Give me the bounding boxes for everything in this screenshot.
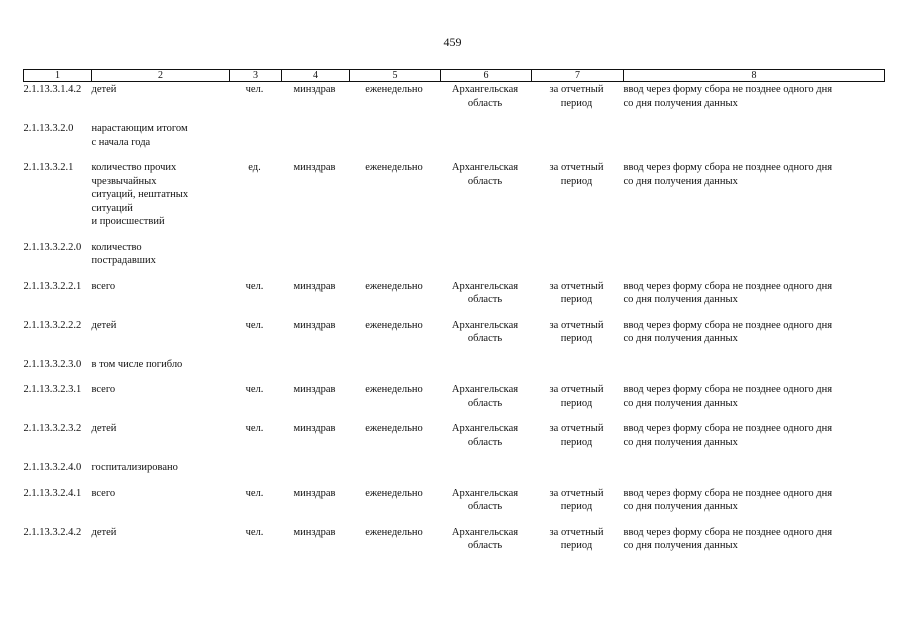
row-method: [624, 358, 885, 384]
row-code: 2.1.13.3.2.4.2: [23, 526, 82, 538]
row-region: [441, 461, 532, 487]
row-unit: [230, 358, 282, 384]
table-row: [24, 526, 885, 565]
row-method: ввод через форму сбора не позднее одного дня со дня получения данных: [623, 423, 833, 448]
row-method: ввод через форму сбора не позднее одного дня со дня получения данных: [623, 384, 833, 409]
row-method: ввод через форму сбора не позднее одного дня со дня получения данных: [623, 84, 833, 109]
row-period: за отчетный период: [549, 84, 604, 109]
row-method: ввод через форму сбора не позднее одного дня со дня получения данных: [623, 526, 833, 551]
column-header: 1: [24, 70, 92, 82]
row-unit: чел.: [245, 84, 264, 95]
row-unit: [230, 461, 282, 487]
row-indicator-name: детей: [91, 84, 117, 95]
table-row: [24, 461, 885, 487]
row-period: [532, 358, 624, 384]
row-source: минздрав: [293, 319, 336, 331]
row-source: минздрав: [293, 162, 336, 173]
row-frequency: еженедельно: [365, 487, 423, 499]
row-period: [532, 461, 624, 487]
row-method: ввод через форму сбора не позднее одного дня со дня получения данных: [623, 162, 833, 187]
row-period: за отчетный период: [549, 319, 604, 344]
table-row: [24, 383, 885, 422]
row-method: [624, 241, 885, 280]
data-table: [23, 69, 885, 565]
row-region: [441, 358, 532, 384]
row-source: [282, 122, 350, 161]
row-source: [282, 241, 350, 280]
row-code: 2.1.13.3.2.3.2: [23, 423, 82, 434]
row-unit: чел.: [245, 319, 264, 331]
row-indicator-name: нарастающим итогом с начала года: [91, 123, 188, 148]
table-row: [24, 241, 885, 280]
row-frequency: еженедельно: [365, 526, 423, 538]
row-frequency: еженедельно: [365, 84, 423, 95]
row-frequency: еженедельно: [365, 319, 423, 331]
row-source: минздрав: [293, 84, 336, 95]
row-frequency: еженедельно: [365, 423, 423, 434]
row-code: 2.1.13.3.2.4.1: [23, 487, 82, 499]
row-indicator-name: всего: [91, 384, 116, 395]
row-region: Архангельская область: [451, 280, 519, 305]
column-header: 6: [441, 70, 532, 82]
row-region: Архангельская область: [451, 162, 519, 187]
header-row: [24, 70, 885, 82]
row-period: [532, 122, 624, 161]
row-method: ввод через форму сбора не позднее одного дня со дня получения данных: [623, 280, 833, 305]
row-indicator-name: детей: [91, 423, 117, 434]
column-header: 5: [350, 70, 441, 82]
row-region: Архангельская область: [451, 423, 519, 448]
row-method: ввод через форму сбора не позднее одного дня со дня получения данных: [623, 487, 833, 512]
table-row: [24, 319, 885, 358]
row-period: за отчетный период: [549, 487, 604, 512]
row-frequency: еженедельно: [365, 162, 423, 173]
table-row: [24, 422, 885, 461]
table-body: [24, 82, 885, 565]
row-source: [282, 461, 350, 487]
row-method: ввод через форму сбора не позднее одного дня со дня получения данных: [623, 319, 833, 344]
row-method: [624, 122, 885, 161]
row-unit: чел.: [245, 487, 264, 499]
column-header: 4: [282, 70, 350, 82]
row-period: за отчетный период: [549, 423, 604, 448]
table-row: [24, 280, 885, 319]
table-row: [24, 122, 885, 161]
row-frequency: [350, 122, 441, 161]
row-indicator-name: количество пострадавших: [91, 241, 156, 266]
row-indicator-name: в том числе погибло: [91, 358, 183, 370]
row-indicator-name: детей: [91, 526, 117, 538]
row-code: 2.1.13.3.1.4.2: [23, 84, 82, 95]
row-period: [532, 241, 624, 280]
row-indicator-name: детей: [91, 319, 117, 331]
row-period: за отчетный период: [549, 384, 604, 409]
row-source: минздрав: [293, 280, 336, 292]
row-period: за отчетный период: [549, 280, 604, 305]
row-code: 2.1.13.3.2.2.2: [23, 319, 82, 331]
row-region: [441, 122, 532, 161]
row-period: за отчетный период: [549, 526, 604, 551]
row-region: Архангельская область: [451, 487, 519, 512]
row-source: минздрав: [293, 487, 336, 499]
row-source: минздрав: [293, 526, 336, 538]
row-unit: [230, 241, 282, 280]
row-frequency: [350, 358, 441, 384]
table-row: [24, 161, 885, 241]
row-code: 2.1.13.3.2.0: [23, 123, 74, 134]
row-unit: чел.: [245, 280, 264, 292]
row-region: Архангельская область: [451, 84, 519, 109]
table-row: [24, 358, 885, 384]
row-region: [441, 241, 532, 280]
row-code: 2.1.13.3.2.2.1: [23, 280, 82, 292]
row-unit: ед.: [248, 162, 261, 173]
column-header: 8: [624, 70, 885, 82]
row-code: 2.1.13.3.2.3.1: [23, 384, 82, 395]
row-unit: чел.: [245, 526, 264, 538]
row-period: за отчетный период: [549, 162, 604, 187]
row-unit: чел.: [245, 384, 264, 395]
column-header: 3: [230, 70, 282, 82]
row-code: 2.1.13.3.2.1: [23, 162, 74, 173]
row-frequency: еженедельно: [365, 384, 423, 395]
row-source: минздрав: [293, 384, 336, 395]
row-frequency: [350, 241, 441, 280]
column-header: 2: [92, 70, 230, 82]
row-code: 2.1.13.3.2.4.0: [23, 462, 82, 473]
page-number: 459: [443, 35, 462, 49]
table-row: [24, 82, 885, 123]
row-frequency: [350, 461, 441, 487]
row-source: [282, 358, 350, 384]
row-unit: чел.: [245, 423, 264, 434]
row-frequency: еженедельно: [365, 280, 423, 292]
row-unit: [230, 122, 282, 161]
row-region: Архангельская область: [451, 526, 519, 551]
row-code: 2.1.13.3.2.3.0: [23, 358, 82, 370]
row-source: минздрав: [293, 423, 336, 434]
row-indicator-name: госпитализировано: [91, 462, 178, 473]
column-header: 7: [532, 70, 624, 82]
row-method: [624, 461, 885, 487]
row-code: 2.1.13.3.2.2.0: [23, 241, 82, 253]
row-region: Архангельская область: [451, 319, 519, 344]
row-indicator-name: всего: [91, 487, 116, 499]
table-row: [24, 487, 885, 526]
row-region: Архангельская область: [451, 384, 519, 409]
row-indicator-name: всего: [91, 280, 116, 292]
row-indicator-name: количество прочих чрезвычайных ситуаций, нештатных ситуаций и происшествий: [91, 162, 189, 227]
